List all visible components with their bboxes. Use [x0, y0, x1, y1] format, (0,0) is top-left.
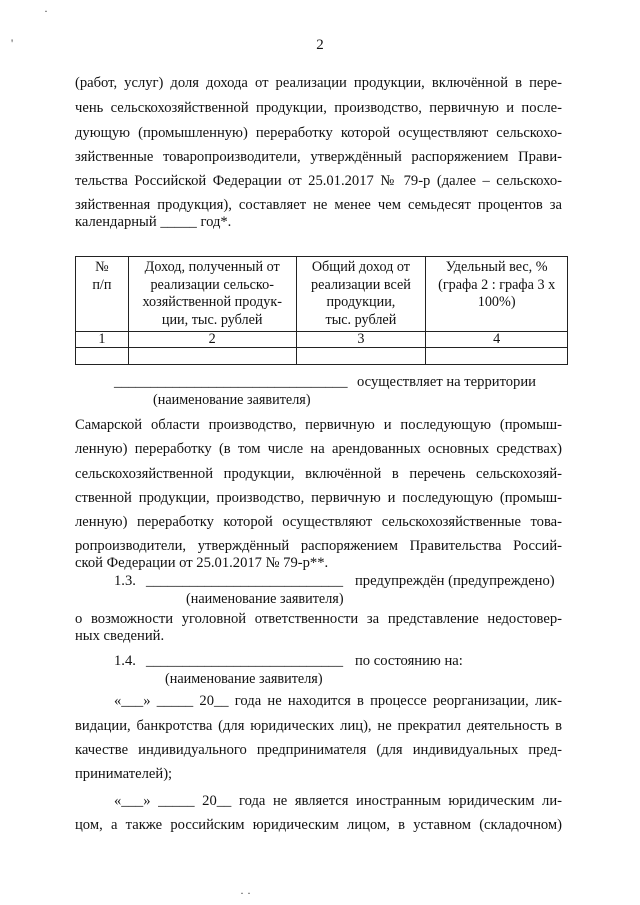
item14-line: «___» _____ 20__ года не является иностранным юридическим ли-	[114, 793, 562, 809]
header-cell-total-income: Общий доход от реализации всей продукции, тыс. рублей	[296, 257, 426, 332]
warning-label: предупреждён (предупреждено)	[355, 573, 555, 589]
item-number: 1.4.	[114, 653, 136, 669]
empty-cell[interactable]	[128, 348, 296, 365]
scan-mark: ·	[44, 4, 48, 18]
empty-cell[interactable]	[296, 348, 426, 365]
header-cell-income: Доход, полученный от реализации сельско- хозяйственной продук- ции, тыс. рублей	[128, 257, 296, 332]
territory-line: ленную) переработку (в том числе на арендованных основных средствах)	[75, 441, 562, 457]
intro-line: календарный _____ год*.	[75, 214, 232, 230]
intro-line: дующую (промышленную) переработку которой осуществляют сельскохо-	[75, 125, 562, 141]
intro-line: (работ, услуг) доля дохода от реализации продукции, включённой в пере-	[75, 75, 562, 91]
item14-line: видации, банкротства (для юридических лиц), не прекратил деятельность в	[75, 718, 562, 734]
applicant-caption: (наименование заявителя)	[153, 392, 311, 408]
territory-line: ской Федерации от 25.01.2017 № 79-р**.	[75, 555, 329, 571]
scan-mark: '	[11, 36, 14, 50]
applicant-caption: (наименование заявителя)	[186, 591, 344, 607]
intro-line: зяйственная продукция), составляет не менее чем семьдесят процентов за	[75, 197, 562, 213]
applicant-blank[interactable]: ___________________________	[146, 653, 344, 669]
applicant-blank[interactable]: ________________________________	[114, 374, 348, 390]
scan-mark: · ·	[240, 886, 251, 900]
item13-line: о возможности уголовной ответственности за представление недостовер-	[75, 611, 562, 627]
item14-line: «___» _____ 20__ года не находится в процессе реорганизации, лик-	[114, 693, 562, 709]
territory-label: осуществляет на территории	[357, 374, 536, 390]
column-number-cell: 3	[296, 332, 426, 348]
column-number-cell: 1	[76, 332, 129, 348]
territory-line: ропроизводители, утверждённый распоряжением Правительства Россий-	[75, 538, 562, 554]
territory-line: сельскохозяйственной продукции, включённой в перечень сельскохозяй-	[75, 466, 562, 482]
header-cell-share: Удельный вес, % (графа 2 : графа 3 х 100%)	[426, 257, 568, 332]
page-number: 2	[316, 37, 324, 53]
applicant-blank[interactable]: ___________________________	[146, 573, 344, 589]
column-number-cell: 4	[426, 332, 568, 348]
territory-line: ленную) переработку которой осуществляют сельскохозяйственные това-	[75, 514, 562, 530]
territory-line: ственной продукции, производство, первичную и последующую (промыш-	[75, 490, 562, 506]
empty-cell[interactable]	[76, 348, 129, 365]
item14-line: принимателей);	[75, 766, 173, 782]
applicant-caption: (наименование заявителя)	[165, 671, 323, 687]
item-number: 1.3.	[114, 573, 136, 589]
intro-line: зяйственные товаропроизводители, утверждённый распоряжением Прави-	[75, 149, 562, 165]
item14-line: качестве индивидуального предпринимателя (для индивидуальных пред-	[75, 742, 562, 758]
income-table	[75, 256, 568, 365]
state-label: по состоянию на:	[355, 653, 463, 669]
territory-line: Самарской области производство, первичную и последующую (промыш-	[75, 417, 562, 433]
empty-cell[interactable]	[426, 348, 568, 365]
intro-line: тельства Российской Федерации от 25.01.2017 № 79-р (далее – сельскохо-	[75, 173, 562, 189]
column-number-cell: 2	[128, 332, 296, 348]
item13-line: ных сведений.	[75, 628, 165, 644]
intro-line: чень сельскохозяйственной продукции, производство, первичную и после-	[75, 100, 562, 116]
header-cell-number: № п/п	[76, 257, 129, 332]
item14-line: цом, а также российским юридическим лицом, в уставном (складочном)	[75, 817, 562, 833]
